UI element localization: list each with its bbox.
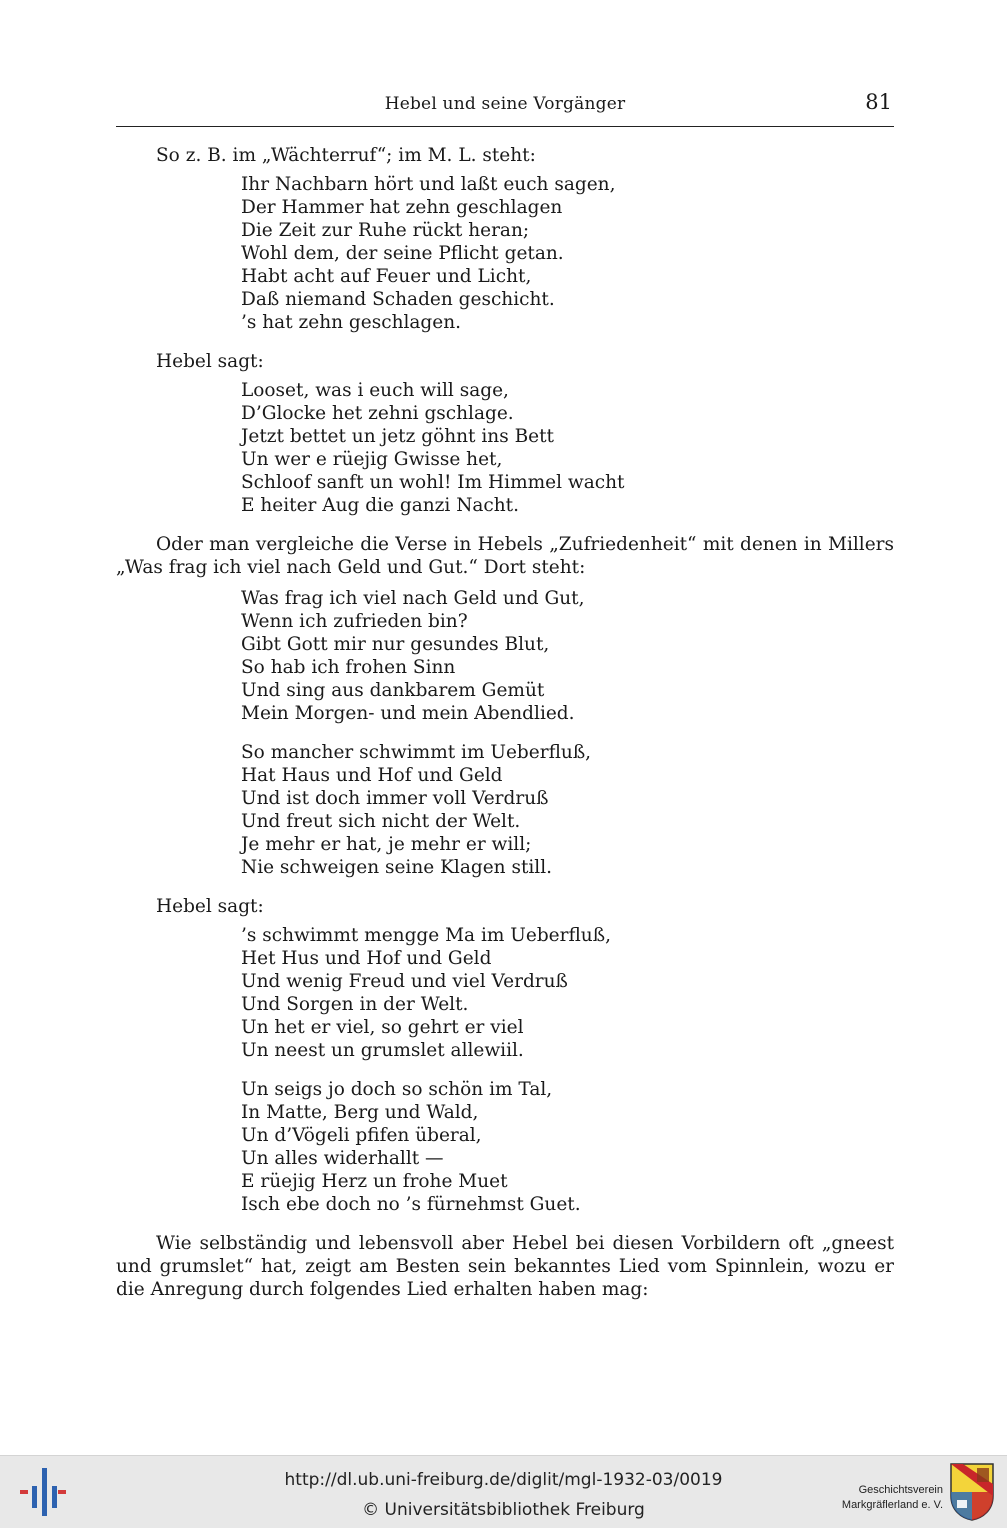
intro-line: Hebel sagt: (156, 351, 264, 372)
coat-of-arms-icon (949, 1462, 995, 1522)
permalink-url[interactable]: http://dl.ub.uni-freiburg.de/diglit/mgl-1932-03/0019 (284, 1470, 723, 1490)
verse-line: Und wenig Freud und viel Verdruß (241, 971, 568, 992)
verse-block-miller-2 (241, 741, 894, 879)
intro-line: So z. B. im „Wächterruf“; im M. L. steht: (156, 145, 536, 166)
page-body (116, 144, 894, 1301)
verse-line: Un neest un grumslet allewiil. (241, 1040, 524, 1061)
verse-block-waechterruf (241, 173, 894, 334)
body-paragraph: Oder man vergleiche die Verse in Hebels „Zufriedenheit“ mit denen in Millers „Was frag ich viel nach Geld und Gut.“ Dort steht: (116, 534, 894, 578)
verse-line: Der Hammer hat zehn geschlagen (241, 197, 563, 218)
verse-line: Mein Morgen- und mein Abendlied. (241, 703, 575, 724)
society-line: Geschichtsverein (858, 1484, 943, 1496)
verse-line: Ihr Nachbarn hört und laßt euch sagen, (241, 174, 616, 195)
verse-line: E rüejig Herz un frohe Muet (241, 1171, 508, 1192)
verse-line: D’Glocke het zehni gschlage. (241, 403, 514, 424)
verse-line: Wohl dem, der seine Pflicht getan. (241, 243, 564, 264)
verse-line: Und freut sich nicht der Welt. (241, 811, 521, 832)
viewer-footer (0, 1455, 1007, 1528)
running-header (116, 90, 894, 127)
verse-line: E heiter Aug die ganzi Nacht. (241, 495, 519, 516)
running-title: Hebel und seine Vorgänger (384, 94, 626, 114)
verse-line: Was frag ich viel nach Geld und Gut, (241, 588, 585, 609)
verse-line: Isch ebe doch no ’s fürnehmst Guet. (241, 1194, 581, 1215)
society-line: Markgräflerland e. V. (841, 1499, 943, 1511)
verse-line: Un alles widerhallt — (241, 1148, 444, 1169)
verse-line: So mancher schwimmt im Ueberfluß, (241, 742, 592, 763)
verse-line: Het Hus und Hof und Geld (241, 948, 492, 969)
verse-block-miller-1 (241, 587, 894, 725)
verse-line: Un seigs jo doch so schön im Tal, (241, 1079, 553, 1100)
verse-line: Un wer e rüejig Gwisse het, (241, 449, 503, 470)
verse-block-hebel-3 (241, 1078, 894, 1216)
verse-line: Gibt Gott mir nur gesundes Blut, (241, 634, 550, 655)
verse-line: Und Sorgen in der Welt. (241, 994, 469, 1015)
verse-block-hebel-2 (241, 924, 894, 1062)
verse-line: ’s schwimmt mengge Ma im Ueberfluß, (241, 925, 611, 946)
verse-line: In Matte, Berg und Wald, (241, 1102, 479, 1123)
verse-line: Un d’Vögeli pfifen überal, (241, 1125, 482, 1146)
verse-line: Hat Haus und Hof und Geld (241, 765, 503, 786)
verse-line: Je mehr er hat, je mehr er will; (241, 834, 532, 855)
verse-line: So hab ich frohen Sinn (241, 657, 456, 678)
intro-line: Hebel sagt: (156, 896, 264, 917)
verse-line: Und sing aus dankbarem Gemüt (241, 680, 545, 701)
verse-line: Habt acht auf Feuer und Licht, (241, 266, 532, 287)
verse-line: Die Zeit zur Ruhe rückt heran; (241, 220, 530, 241)
verse-line: Looset, was i euch will sage, (241, 380, 509, 401)
verse-line: Nie schweigen seine Klagen still. (241, 857, 553, 878)
logo-dash-left (20, 1490, 28, 1494)
copyright-notice: © Universitätsbibliothek Freiburg (362, 1500, 645, 1520)
verse-line: Jetzt bettet un jetz göhnt ins Bett (241, 426, 554, 447)
verse-line: Un het er viel, so gehrt er viel (241, 1017, 524, 1038)
verse-line: ’s hat zehn geschlagen. (241, 312, 462, 333)
verse-line: Schloof sanft un wohl! Im Himmel wacht (241, 472, 625, 493)
logo-dash-right (58, 1490, 66, 1494)
verse-block-hebel-1 (241, 379, 894, 517)
body-paragraph: Wie selbständig und lebensvoll aber Hebel bei diesen Vorbildern oft „gneest und grumslet“ hat, zeigt am Besten sein bekanntes Lied vom Spinnlein, wozu er die Anregung durch folgendes Lied erhalten haben mag: (116, 1233, 894, 1300)
verse-line: Wenn ich zufrieden bin? (241, 611, 468, 632)
verse-line: Und ist doch immer voll Verdruß (241, 788, 549, 809)
page-number: 81 (865, 90, 892, 114)
verse-line: Daß niemand Schaden geschicht. (241, 289, 555, 310)
society-name (842, 1483, 943, 1513)
